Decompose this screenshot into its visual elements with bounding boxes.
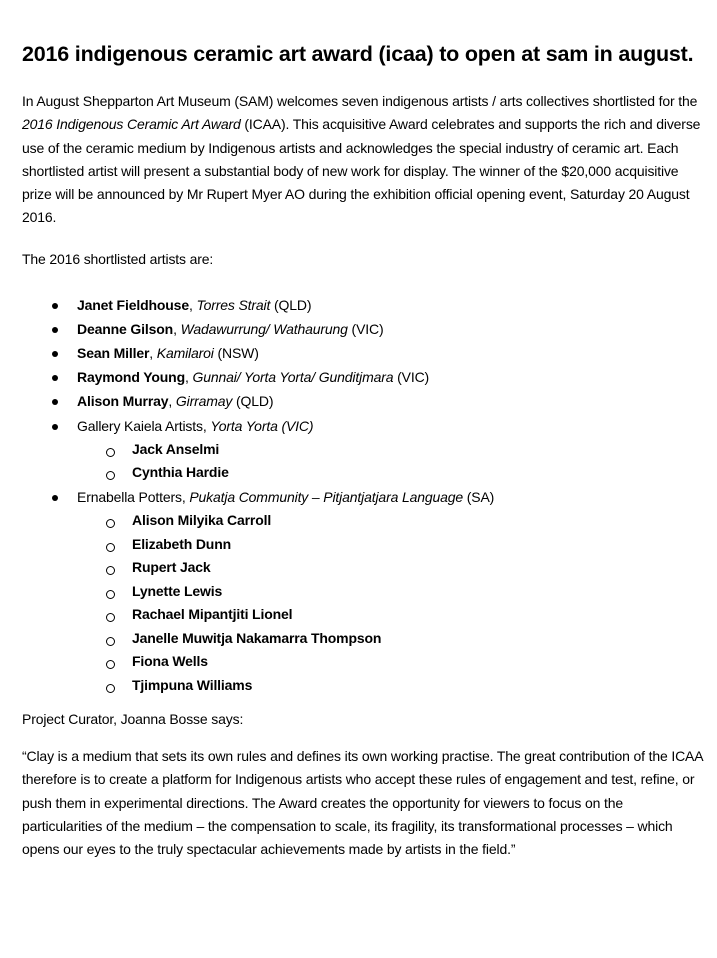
bullet-icon xyxy=(52,375,58,381)
artist-state: (NSW) xyxy=(213,345,259,362)
separator: , xyxy=(188,297,197,314)
list-item xyxy=(77,438,706,462)
member-list xyxy=(77,438,706,485)
circle-bullet-icon xyxy=(106,637,115,646)
intro-paragraph xyxy=(22,90,706,230)
artist-name: Deanne Gilson xyxy=(77,321,174,338)
member-name: Tjimpuna Williams xyxy=(132,677,253,694)
circle-bullet-icon xyxy=(106,566,115,575)
artist-region: Gunnai/ Yorta Yorta/ Gunditjmara xyxy=(192,369,394,386)
separator: , xyxy=(149,345,157,362)
list-item xyxy=(77,580,706,604)
artist-state: (VIC) xyxy=(347,321,384,338)
circle-bullet-icon xyxy=(106,684,115,693)
artist-region: Girramay xyxy=(175,393,233,410)
artist-state: (QLD) xyxy=(270,297,312,314)
list-item xyxy=(22,389,706,413)
artist-name: Alison Murray xyxy=(77,393,169,410)
list-item xyxy=(22,341,706,365)
member-name: Rachael Mipantjiti Lionel xyxy=(132,606,293,623)
collective-state: (SA) xyxy=(463,488,495,505)
list-item-collective-kaiela xyxy=(22,414,706,485)
award-name: 2016 Indigenous Ceramic Art Award xyxy=(22,116,241,133)
circle-bullet-icon xyxy=(106,448,115,457)
artist-region: Wadawurrung/ Wathaurung xyxy=(180,321,348,338)
member-name: Cynthia Hardie xyxy=(132,464,229,481)
bullet-icon xyxy=(52,351,58,357)
circle-bullet-icon xyxy=(106,613,115,622)
list-item xyxy=(77,603,706,627)
bullet-icon xyxy=(52,424,58,430)
list-item xyxy=(22,317,706,341)
list-item xyxy=(22,365,706,389)
artist-name: Janet Fieldhouse xyxy=(77,297,189,314)
shortlist-heading: The 2016 shortlisted artists are: xyxy=(22,250,214,267)
artist-state: (VIC) xyxy=(393,369,430,386)
bullet-icon xyxy=(52,495,58,501)
list-item xyxy=(77,533,706,557)
collective-region: Pukatja Community – Pitjantjatjara Language xyxy=(189,488,464,505)
intro-text-2: (ICAA). This acquisitive Award celebrates and supports the rich and diverse use of the ceramic medium by Indigenous artists and acknowledges the special industry of ceramic art. Each shortlisted artist will present a substantial body of new work for display. The winner of the $20,000 acquisitive prize will be announced by Mr Rupert Myer AO during the exhibition official opening event, Saturday 20 August 2016. xyxy=(22,116,701,226)
artist-region: Kamilaroi xyxy=(156,345,214,362)
member-name: Janelle Muwitja Nakamarra Thompson xyxy=(132,629,382,646)
circle-bullet-icon xyxy=(106,660,115,669)
document-body xyxy=(22,34,706,861)
list-item xyxy=(77,674,706,698)
bullet-icon xyxy=(52,399,58,405)
intro-text-1: In August Shepparton Art Museum (SAM) welcomes seven indigenous artists / arts collectives shortlisted for the xyxy=(22,93,698,109)
bullet-icon xyxy=(52,303,58,309)
artist-region: Torres Strait xyxy=(196,297,271,314)
list-item xyxy=(77,461,706,485)
separator: , xyxy=(184,369,193,386)
member-name: Lynette Lewis xyxy=(132,582,223,599)
list-item xyxy=(77,556,706,580)
collective-name: Gallery Kaiela Artists, xyxy=(77,417,211,434)
circle-bullet-icon xyxy=(106,543,115,552)
collective-region: Yorta Yorta (VIC) xyxy=(210,417,314,434)
separator: , xyxy=(173,321,181,338)
list-item xyxy=(77,650,706,674)
artist-list xyxy=(22,293,706,698)
list-item-collective-ernabella xyxy=(22,485,706,698)
member-name: Jack Anselmi xyxy=(132,440,220,457)
member-name: Fiona Wells xyxy=(132,653,208,670)
artist-state: (QLD) xyxy=(232,393,274,410)
member-name: Elizabeth Dunn xyxy=(132,535,232,552)
list-item xyxy=(22,293,706,317)
member-list xyxy=(77,509,706,698)
member-name: Rupert Jack xyxy=(132,559,211,576)
artist-name: Raymond Young xyxy=(77,369,185,386)
list-item xyxy=(77,509,706,533)
curator-line: Project Curator, Joanna Bosse says: xyxy=(22,710,244,727)
collective-name: Ernabella Potters, xyxy=(77,488,190,505)
member-name: Alison Milyika Carroll xyxy=(132,511,272,528)
bullet-icon xyxy=(52,327,58,333)
headline: 2016 indigenous ceramic art award (icaa) to open at sam in august. xyxy=(22,42,694,66)
circle-bullet-icon xyxy=(106,590,115,599)
circle-bullet-icon xyxy=(106,519,115,528)
circle-bullet-icon xyxy=(106,471,115,480)
artist-name: Sean Miller xyxy=(77,345,150,362)
curator-quote: “Clay is a medium that sets its own rules and defines its own working practise. The great contribution of the ICAA therefore is to create a platform for Indigenous artists who accept these rules of engagement and test, refine, or push them in experimental directions. The Award creates the opportunity for viewers to focus on the particularities of the medium – the compensation to scale, its fragility, its transformational processes – which opens our eyes to the truly spectacular achievements made by artists in the field.” xyxy=(22,747,703,858)
list-item xyxy=(77,627,706,651)
separator: , xyxy=(168,393,176,410)
